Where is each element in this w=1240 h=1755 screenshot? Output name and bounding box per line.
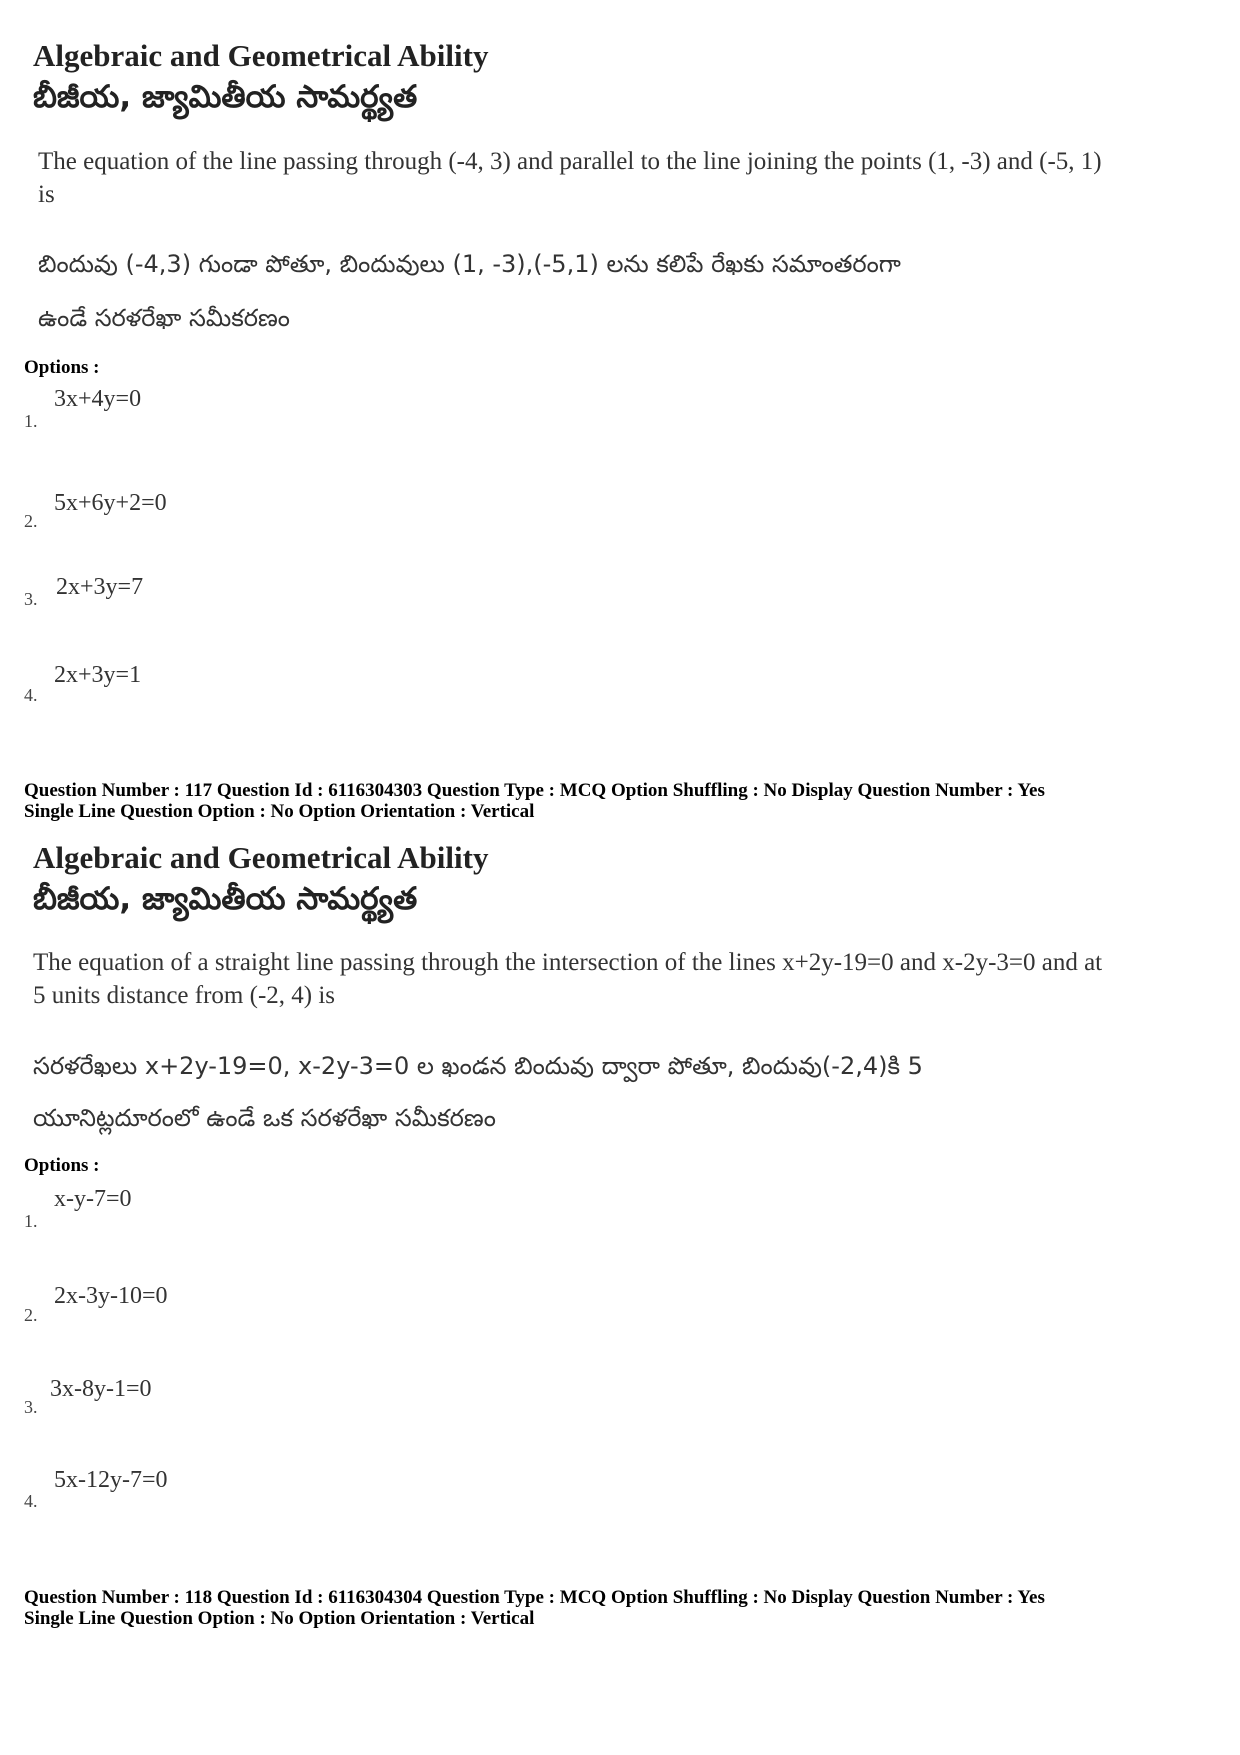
question-text-te-line2: ఉండే సరళరేఖా సమీకరణం <box>38 304 290 332</box>
option-number: 4. <box>24 1491 38 1511</box>
option-number: 2. <box>24 1305 38 1325</box>
question-text-en: The equation of a straight line passing through the intersection of the lines x+2y-19=0 and x-2y-3=0 and at 5 units distance from (-2, 4) is <box>33 949 1103 1009</box>
option-text[interactable]: 2x-3y-10=0 <box>54 1283 168 1309</box>
options-label: Options : <box>24 357 100 378</box>
question-meta-line2: Single Line Question Option : No Option Orientation : Vertical <box>24 801 535 822</box>
question-text-te-line1: సరళరేఖలు x+2y-19=0, x-2y-3=0 ల ఖండన బిందువు ద్వారా పోతూ, బిందువు(-2,4)కి 5 <box>33 1052 923 1080</box>
option-text[interactable]: 5x+6y+2=0 <box>54 490 167 516</box>
section-title-te: బీజీయ, జ్యామితీయ సామర్థ్యత <box>33 79 418 115</box>
option-text[interactable]: 3x+4y=0 <box>54 386 142 412</box>
option-number: 3. <box>24 589 38 609</box>
option-number: 3. <box>24 1397 38 1417</box>
option-number: 1. <box>24 1211 38 1231</box>
option-text[interactable]: x-y-7=0 <box>54 1186 132 1212</box>
option-number: 2. <box>24 511 38 531</box>
question-text-te-line1: బిందువు (-4,3) గుండా పోతూ, బిందువులు (1, -3),(-5,1) లను కలిపే రేఖకు సమాంతరంగా <box>38 250 901 278</box>
question-meta-line1: Question Number : 117 Question Id : 6116304303 Question Type : MCQ Option Shuffling : No Display Question Number : Yes <box>24 780 1045 801</box>
question-text-te-line2: యూనిట్లదూరంలో ఉండే ఒక సరళరేఖా సమీకరణం <box>33 1104 496 1132</box>
question-text-en: The equation of the line passing through (-4, 3) and parallel to the line joining the points (1, -3) and (-5, 1) is <box>38 148 1102 208</box>
option-text[interactable]: 2x+3y=7 <box>56 574 144 600</box>
option-text[interactable]: 3x-8y-1=0 <box>50 1376 152 1402</box>
section-title-en: Algebraic and Geometrical Ability <box>33 38 489 73</box>
option-number: 1. <box>24 411 38 431</box>
options-label: Options : <box>24 1155 100 1176</box>
option-text[interactable]: 5x-12y-7=0 <box>54 1467 168 1493</box>
option-text[interactable]: 2x+3y=1 <box>54 662 142 688</box>
question-meta-line2: Single Line Question Option : No Option Orientation : Vertical <box>24 1608 535 1629</box>
question-meta-line1: Question Number : 118 Question Id : 6116304304 Question Type : MCQ Option Shuffling : No Display Question Number : Yes <box>24 1587 1045 1608</box>
option-number: 4. <box>24 685 38 705</box>
section-title-en: Algebraic and Geometrical Ability <box>33 840 489 875</box>
section-title-te: బీజీయ, జ్యామితీయ సామర్థ్యత <box>33 881 418 917</box>
